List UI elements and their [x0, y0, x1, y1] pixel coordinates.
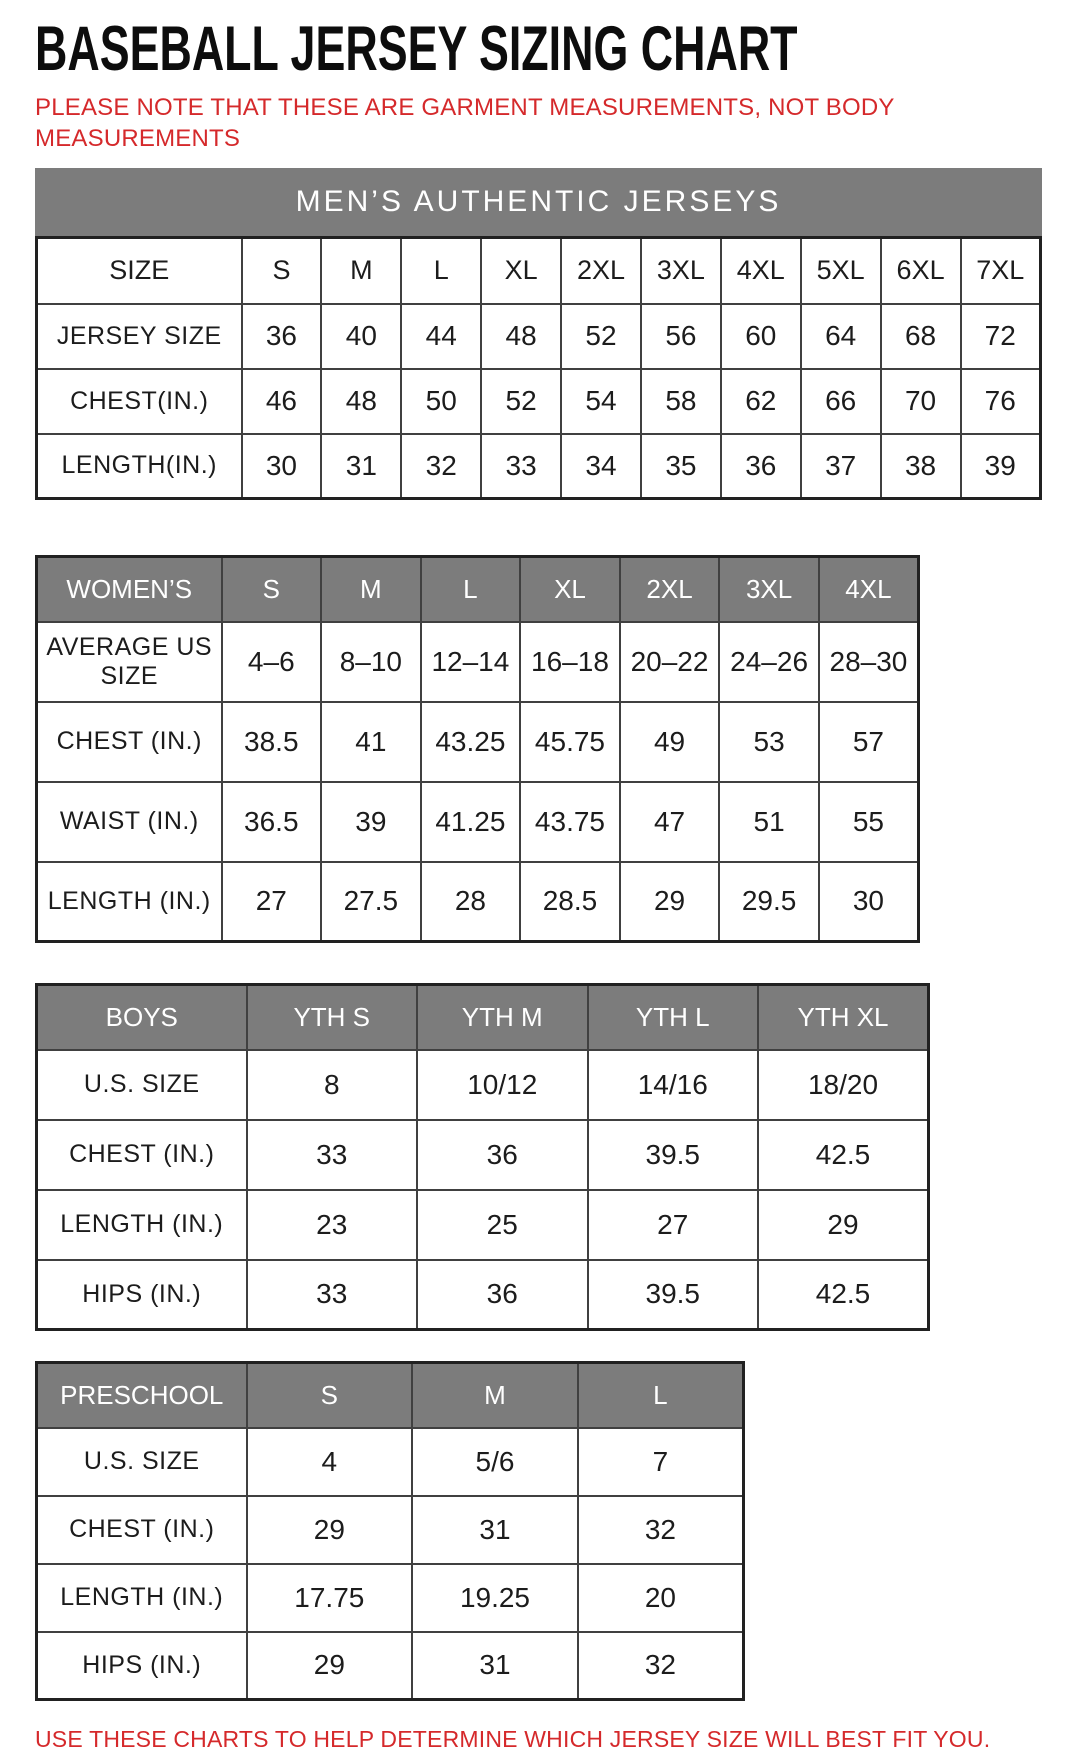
page-title: BASEBALL JERSEY SIZING CHART	[35, 12, 798, 84]
size-header-cell: 6XL	[881, 238, 961, 304]
value-cell: 58	[641, 369, 721, 434]
measurement-row	[37, 1260, 929, 1330]
value-cell: 45.75	[520, 702, 620, 782]
size-header-cell: 3XL	[641, 238, 721, 304]
measurement-row	[37, 1428, 744, 1496]
value-cell: 46	[242, 369, 322, 434]
value-cell: 5/6	[412, 1428, 578, 1496]
size-header-cell: 7XL	[961, 238, 1041, 304]
value-cell: 57	[819, 702, 919, 782]
size-header-row	[37, 1363, 744, 1428]
womens-sizing-table	[35, 555, 920, 943]
value-cell: 49	[620, 702, 720, 782]
table-corner-cell: BOYS	[37, 985, 247, 1050]
size-header-row	[37, 985, 929, 1050]
value-cell: 41	[321, 702, 421, 782]
value-cell: 8	[247, 1050, 418, 1120]
value-cell: 36.5	[222, 782, 322, 862]
value-cell: 33	[481, 434, 561, 499]
value-cell: 62	[721, 369, 801, 434]
value-cell: 28.5	[520, 862, 620, 942]
value-cell: 29	[247, 1496, 413, 1564]
value-cell: 33	[247, 1120, 418, 1190]
measurement-row	[37, 1564, 744, 1632]
measurement-row	[37, 1632, 744, 1700]
value-cell: 30	[819, 862, 919, 942]
value-cell: 39	[321, 782, 421, 862]
value-cell: 56	[641, 304, 721, 369]
size-header-cell: YTH S	[247, 985, 418, 1050]
value-cell: 42.5	[758, 1260, 929, 1330]
size-header-cell: YTH L	[588, 985, 759, 1050]
value-cell: 48	[481, 304, 561, 369]
value-cell: 28–30	[819, 622, 919, 702]
value-cell: 36	[721, 434, 801, 499]
value-cell: 39.5	[588, 1260, 759, 1330]
measurement-row	[37, 1120, 929, 1190]
value-cell: 20–22	[620, 622, 720, 702]
value-cell: 29	[247, 1632, 413, 1700]
value-cell: 33	[247, 1260, 418, 1330]
row-label-cell: JERSEY SIZE	[37, 304, 242, 369]
size-header-cell: L	[578, 1363, 744, 1428]
size-header-cell: M	[321, 238, 401, 304]
value-cell: 52	[481, 369, 561, 434]
measurement-row	[37, 862, 919, 942]
value-cell: 24–26	[719, 622, 819, 702]
garment-measurement-note: PLEASE NOTE THAT THESE ARE GARMENT MEASUREMENTS, NOT BODY MEASUREMENTS	[35, 94, 895, 152]
size-header-cell: 4XL	[721, 238, 801, 304]
value-cell: 52	[561, 304, 641, 369]
value-cell: 19.25	[412, 1564, 578, 1632]
value-cell: 42.5	[758, 1120, 929, 1190]
value-cell: 32	[578, 1632, 744, 1700]
table-corner-cell: PRESCHOOL	[37, 1363, 247, 1428]
mens-authentic-jerseys-banner: MEN’S AUTHENTIC JERSEYS	[35, 168, 1042, 236]
value-cell: 34	[561, 434, 641, 499]
size-header-cell: YTH XL	[758, 985, 929, 1050]
value-cell: 31	[412, 1496, 578, 1564]
value-cell: 36	[242, 304, 322, 369]
value-cell: 35	[641, 434, 721, 499]
value-cell: 48	[321, 369, 401, 434]
measurement-row	[37, 1190, 929, 1260]
value-cell: 27	[222, 862, 322, 942]
value-cell: 36	[417, 1260, 588, 1330]
value-cell: 38.5	[222, 702, 322, 782]
row-label-cell: LENGTH (IN.)	[37, 1190, 247, 1260]
row-label-cell: HIPS (IN.)	[37, 1632, 247, 1700]
value-cell: 37	[801, 434, 881, 499]
value-cell: 30	[242, 434, 322, 499]
measurement-row	[37, 622, 919, 702]
value-cell: 12–14	[421, 622, 521, 702]
value-cell: 60	[721, 304, 801, 369]
size-header-row	[37, 557, 919, 622]
value-cell: 66	[801, 369, 881, 434]
measurement-row	[37, 1496, 744, 1564]
measurement-row	[37, 304, 1041, 369]
size-header-cell: YTH M	[417, 985, 588, 1050]
value-cell: 7	[578, 1428, 744, 1496]
value-cell: 31	[412, 1632, 578, 1700]
value-cell: 20	[578, 1564, 744, 1632]
value-cell: 14/16	[588, 1050, 759, 1120]
size-header-cell: 4XL	[819, 557, 919, 622]
size-header-cell: L	[401, 238, 481, 304]
value-cell: 64	[801, 304, 881, 369]
size-header-cell: 5XL	[801, 238, 881, 304]
fit-advice-note: USE THESE CHARTS TO HELP DETERMINE WHICH JERSEY SIZE WILL BEST FIT YOU.	[35, 1726, 991, 1752]
value-cell: 4	[247, 1428, 413, 1496]
measurement-row	[37, 702, 919, 782]
measurement-row	[37, 369, 1041, 434]
row-label-cell: AVERAGE US SIZE	[37, 622, 222, 702]
size-header-cell: M	[321, 557, 421, 622]
value-cell: 32	[578, 1496, 744, 1564]
boys-sizing-table	[35, 983, 930, 1331]
measurement-row	[37, 1050, 929, 1120]
value-cell: 47	[620, 782, 720, 862]
size-header-cell: S	[222, 557, 322, 622]
row-label-cell: U.S. SIZE	[37, 1050, 247, 1120]
size-header-row	[37, 238, 1041, 304]
value-cell: 4–6	[222, 622, 322, 702]
value-cell: 29	[758, 1190, 929, 1260]
size-header-cell: S	[247, 1363, 413, 1428]
value-cell: 29.5	[719, 862, 819, 942]
table-corner-cell: SIZE	[37, 238, 242, 304]
value-cell: 51	[719, 782, 819, 862]
value-cell: 10/12	[417, 1050, 588, 1120]
size-header-cell: XL	[520, 557, 620, 622]
size-header-cell: 3XL	[719, 557, 819, 622]
value-cell: 43.75	[520, 782, 620, 862]
value-cell: 44	[401, 304, 481, 369]
value-cell: 28	[421, 862, 521, 942]
row-label-cell: CHEST (IN.)	[37, 702, 222, 782]
row-label-cell: LENGTH (IN.)	[37, 862, 222, 942]
mens-sizing-table	[35, 236, 1042, 500]
row-label-cell: CHEST(IN.)	[37, 369, 242, 434]
size-header-cell: M	[412, 1363, 578, 1428]
value-cell: 41.25	[421, 782, 521, 862]
value-cell: 16–18	[520, 622, 620, 702]
value-cell: 23	[247, 1190, 418, 1260]
value-cell: 8–10	[321, 622, 421, 702]
row-label-cell: HIPS (IN.)	[37, 1260, 247, 1330]
row-label-cell: WAIST (IN.)	[37, 782, 222, 862]
value-cell: 25	[417, 1190, 588, 1260]
size-header-cell: 2XL	[561, 238, 641, 304]
value-cell: 53	[719, 702, 819, 782]
row-label-cell: LENGTH (IN.)	[37, 1564, 247, 1632]
value-cell: 31	[321, 434, 401, 499]
value-cell: 70	[881, 369, 961, 434]
value-cell: 36	[417, 1120, 588, 1190]
preschool-sizing-table	[35, 1361, 745, 1701]
value-cell: 39.5	[588, 1120, 759, 1190]
value-cell: 27.5	[321, 862, 421, 942]
measurement-row	[37, 782, 919, 862]
value-cell: 76	[961, 369, 1041, 434]
value-cell: 54	[561, 369, 641, 434]
value-cell: 43.25	[421, 702, 521, 782]
size-header-cell: L	[421, 557, 521, 622]
value-cell: 68	[881, 304, 961, 369]
measurement-row	[37, 434, 1041, 499]
table-corner-cell: WOMEN’S	[37, 557, 222, 622]
value-cell: 40	[321, 304, 401, 369]
value-cell: 39	[961, 434, 1041, 499]
row-label-cell: CHEST (IN.)	[37, 1120, 247, 1190]
value-cell: 38	[881, 434, 961, 499]
value-cell: 17.75	[247, 1564, 413, 1632]
value-cell: 32	[401, 434, 481, 499]
value-cell: 50	[401, 369, 481, 434]
value-cell: 72	[961, 304, 1041, 369]
value-cell: 18/20	[758, 1050, 929, 1120]
size-header-cell: S	[242, 238, 322, 304]
value-cell: 27	[588, 1190, 759, 1260]
row-label-cell: CHEST (IN.)	[37, 1496, 247, 1564]
size-header-cell: XL	[481, 238, 561, 304]
row-label-cell: U.S. SIZE	[37, 1428, 247, 1496]
row-label-cell: LENGTH(IN.)	[37, 434, 242, 499]
value-cell: 55	[819, 782, 919, 862]
size-header-cell: 2XL	[620, 557, 720, 622]
value-cell: 29	[620, 862, 720, 942]
